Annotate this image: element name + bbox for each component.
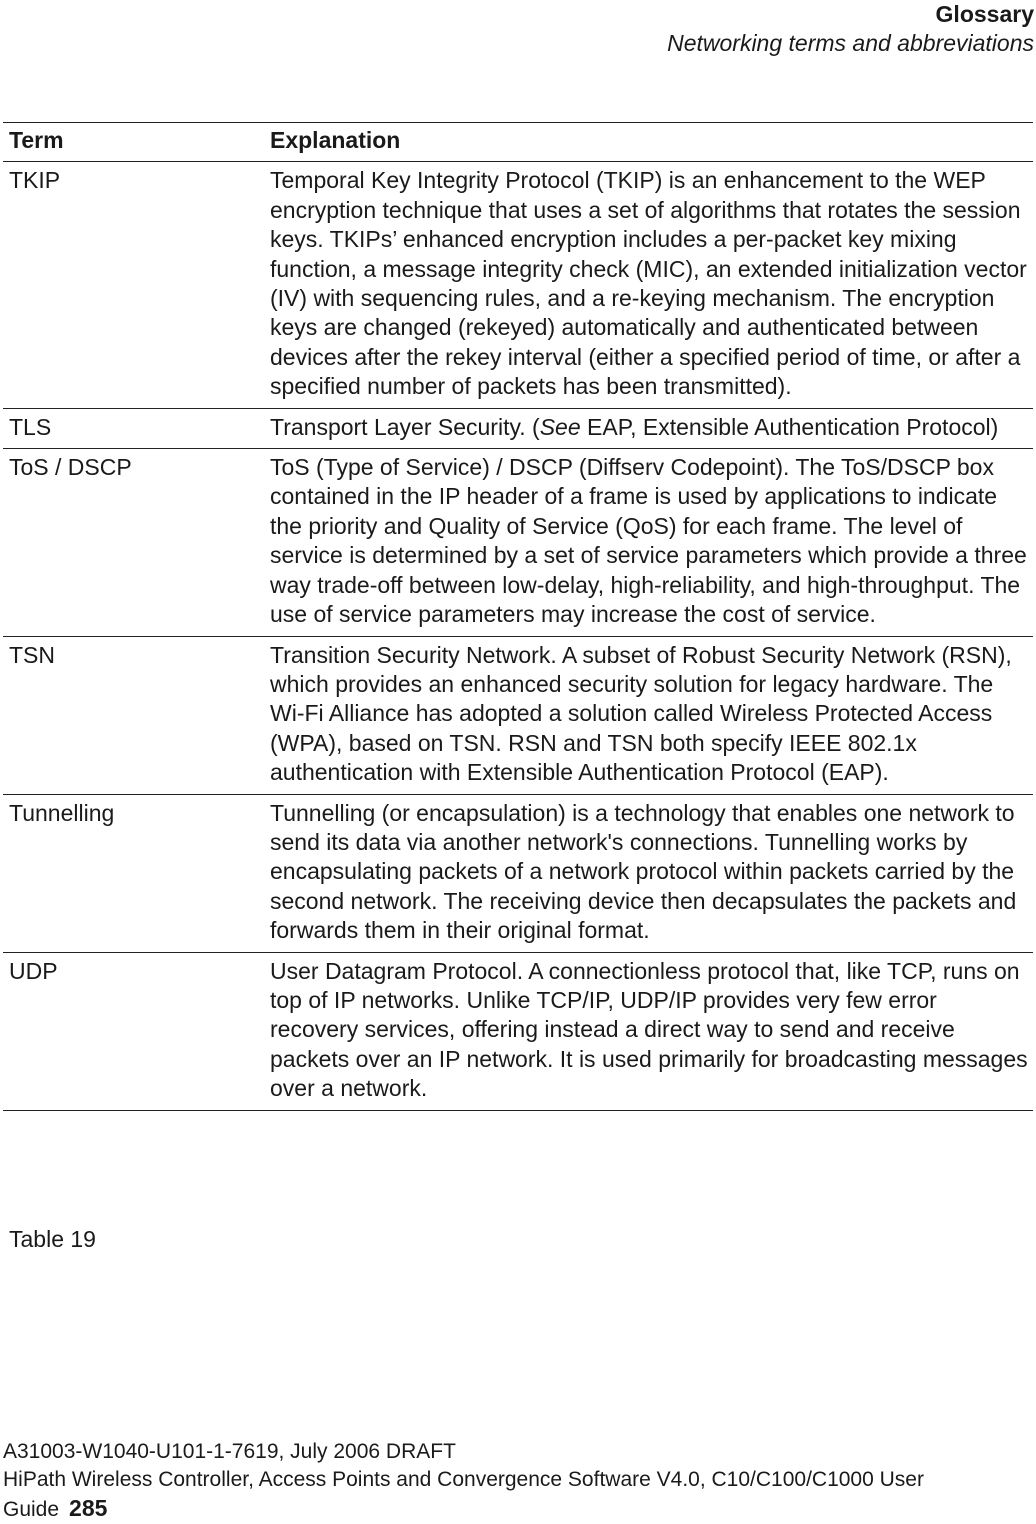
explanation-cell: Tunnelling (or encapsulation) is a technology that enables one network to send its data via another network's connections. Tunnelling works by encapsulating packets of a network protocol within packets carried by the second network. The receiving device then decapsulates the packets and forwards them in their original format. [264, 794, 1033, 952]
explanation-cell: User Datagram Protocol. A connectionless protocol that, like TCP, runs on top of IP networks. Unlike TCP/IP, UDP/IP provides very few error recovery services, offering instead a direct way to send and receive packets over an IP network. It is used primarily for broadcasting messages over a network. [264, 952, 1033, 1110]
table-header-row [3, 123, 1033, 162]
table-caption: Table 19 [9, 1226, 96, 1252]
term-cell: TLS [3, 408, 264, 448]
term-cell: TSN [3, 636, 264, 794]
table-row [3, 162, 1033, 408]
term-cell: TKIP [3, 162, 264, 408]
page-footer [3, 1438, 1033, 1524]
explanation-cell [264, 408, 1033, 448]
term-cell: UDP [3, 952, 264, 1110]
table-row [3, 952, 1033, 1110]
column-header-explanation: Explanation [264, 123, 1033, 162]
glossary-table [3, 122, 1033, 1111]
page-title: Glossary [935, 1, 1034, 27]
explanation-cell: Transition Security Network. A subset of Robust Security Network (RSN), which provides an enhanced security solution for legacy hardware. The Wi-Fi Alliance has adopted a solution called Wireless Protected Access (WPA), based on TSN. RSN and TSN both specify IEEE 802.1x authentication with Extensible Authentication Protocol (EAP). [264, 636, 1033, 794]
table-row [3, 794, 1033, 952]
term-cell: ToS / DSCP [3, 449, 264, 636]
explanation-see-italic: See [539, 413, 581, 440]
footer-doc-id: A31003-W1040-U101-1-7619, July 2006 DRAFT [3, 1440, 456, 1463]
footer-doc-title-line [3, 1466, 1033, 1524]
term-cell: Tunnelling [3, 794, 264, 952]
table-row [3, 449, 1033, 636]
footer-doc-title: HiPath Wireless Controller, Access Points and Convergence Software V4.0, C10/C100/C1000 User Guide [3, 1468, 924, 1521]
page-number: 285 [69, 1495, 108, 1521]
explanation-text: Transport Layer Security. ( [270, 413, 540, 440]
page-header [667, 0, 1034, 58]
explanation-text: EAP, Extensible Authentication Protocol) [580, 413, 999, 440]
column-header-term: Term [3, 123, 264, 162]
table-row [3, 636, 1033, 794]
explanation-cell: ToS (Type of Service) / DSCP (Diffserv Codepoint). The ToS/DSCP box contained in the IP header of a frame is used by applications to indicate the priority and Quality of Service (QoS) for each frame. The level of service is determined by a set of service parameters which provide a three way trade-off between low-delay, high-reliability, and high-throughput. The use of service parameters may increase the cost of service. [264, 449, 1033, 636]
explanation-cell: Temporal Key Integrity Protocol (TKIP) is an enhancement to the WEP encryption technique that uses a set of algorithms that rotates the session keys. TKIPs’ enhanced encryption includes a per-packet key mixing function, a message integrity check (MIC), an extended initialization vector (IV) with sequencing rules, and a re-keying mechanism. The encryption keys are changed (rekeyed) automatically and authenticated between devices after the rekey interval (either a specified period of time, or after a specified number of packets has been transmitted). [264, 162, 1033, 408]
table-row [3, 408, 1033, 448]
page-subtitle: Networking terms and abbreviations [667, 30, 1034, 56]
